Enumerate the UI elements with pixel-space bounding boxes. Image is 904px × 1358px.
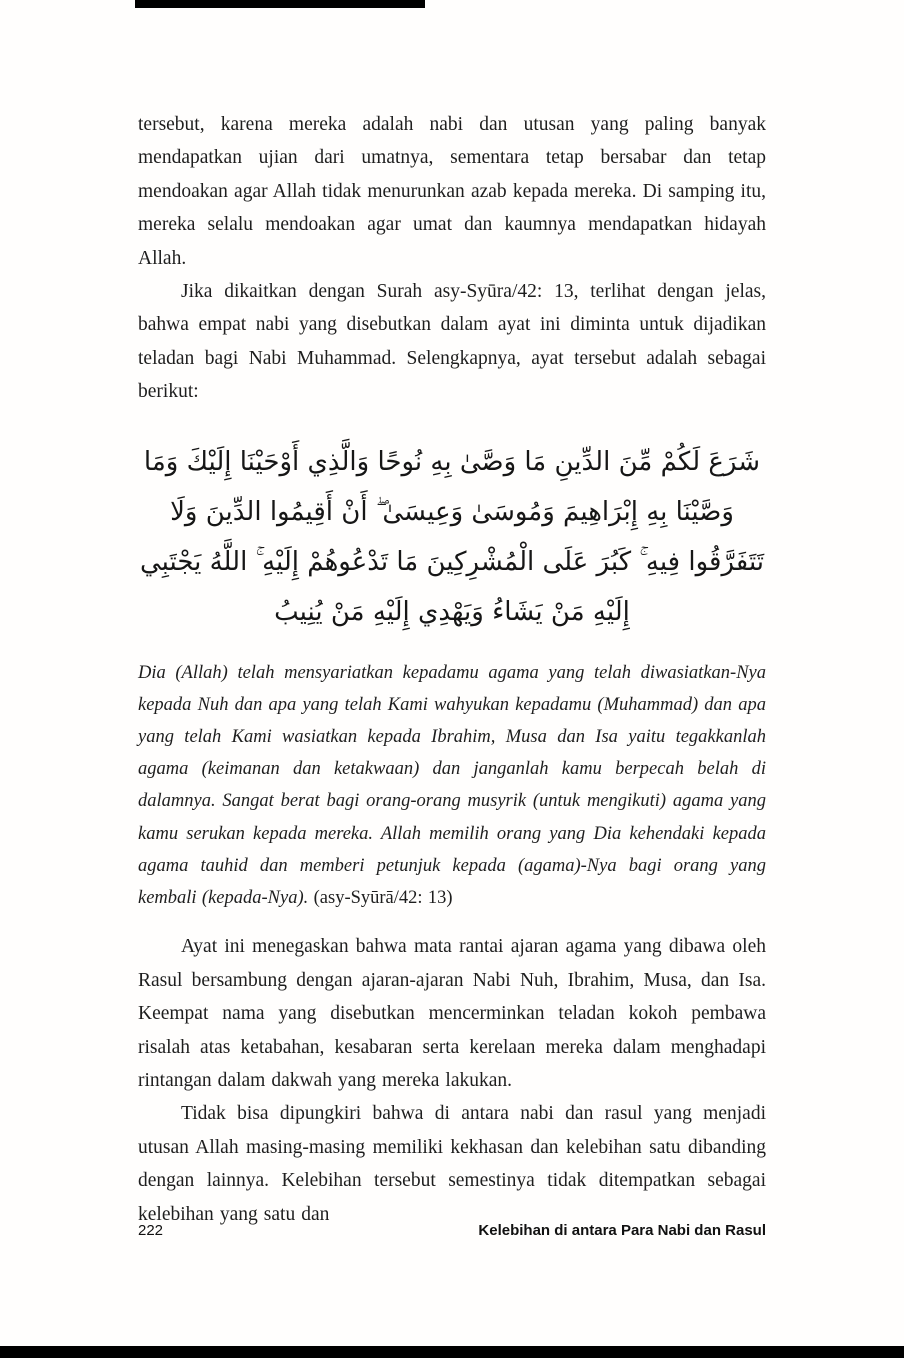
quran-verse-arabic: شَرَعَ لَكُمْ مِّنَ الدِّينِ مَا وَصَّىٰ بِهِ نُوحًا وَالَّذِي أَوْحَيْنَا إِلَيْكَ وَمَا وَصَّيْنَا بِهِ إِبْرَاهِيمَ وَمُوسَىٰ وَعِيسَىٰ ۖ أَنْ أَقِيمُوا الدِّينَ وَلَا تَتَفَرَّقُوا فِيهِ ۚ كَبُرَ عَلَى الْمُشْرِكِينَ مَا تَدْعُوهُمْ إِلَيْهِ ۚ اللَّهُ يَجْتَبِي إِلَيْهِ مَنْ يَشَاءُ وَيَهْدِي إِلَيْهِ مَنْ يُنِيبُ — [139, 446, 765, 627]
page-number: 222 — [138, 1222, 164, 1239]
verse-reference: (asy-Syūrā/42: 13) — [313, 888, 453, 909]
paragraph-surah-intro: Jika dikaitkan dengan Surah asy-Syūra/42: 13, terlihat dengan jelas, bahwa empat nabi yang disebutkan dalam ayat ini diminta untuk dijadikan teladan bagi Nabi Muhammad. Selengkapnya, ayat tersebut adalah sebagai berikut: — [138, 281, 766, 403]
paragraph-continuation: tersebut, karena mereka adalah nabi dan utusan yang paling banyak mendapatkan ujian dari umatnya, sementara tetap bersabar dan tetap mendoakan agar Allah tidak menurunkan azab kepada mereka. Di samping itu, mereka selalu mendoakan agar umat dan kaumnya mendapatkan hidayah Allah. — [138, 114, 766, 269]
paragraph-closing: Tidak bisa dipungkiri bahwa di antara nabi dan rasul yang menjadi utusan Allah masing-masing memiliki kekhasan dan kelebihan satu dibanding dengan lainnya. Kelebihan tersebut semestinya tidak ditempatkan sebagai kelebihan yang satu dan — [138, 1103, 766, 1225]
scan-artifact-top — [135, 0, 425, 8]
page-footer — [138, 1222, 766, 1239]
paragraph-ayat-explanation: Ayat ini menegaskan bahwa mata rantai ajaran agama yang dibawa oleh Rasul bersambung dengan ajaran-ajaran Nabi Nuh, Ibrahim, Musa, dan Isa. Keempat nama yang disebutkan mencerminkan teladan kokoh pembawa risalah atas ketabahan, kesabaran serta kerelaan mereka dalam menghadapi rintangan dalam dakwah yang mereka lakukan. — [138, 936, 766, 1091]
running-title: Kelebihan di antara Para Nabi dan Rasul — [478, 1222, 766, 1239]
scan-artifact-bottom — [0, 1346, 904, 1358]
page-content — [138, 108, 766, 1231]
translation-text: Dia (Allah) telah mensyariatkan kepadamu agama yang telah diwasiatkan-Nya kepada Nuh dan apa yang telah Kami wahyukan kepadamu (Muhammad) dan apa yang telah Kami wasiatkan kepada Ibrahim, Musa dan Isa yaitu tegakkanlah agama (keimanan dan ketakwaan) dan janganlah kamu berpecah belah di dalamnya. Sangat berat bagi orang-orang musyrik (untuk mengikuti) agama yang kamu serukan kepada mereka. Allah memilih orang yang Dia kehendaki kepada agama tauhid dan memberi petunjuk kepada (agama)-Nya bagi orang yang kembali (kepada-Nya). — [138, 662, 766, 909]
verse-translation — [138, 657, 766, 915]
